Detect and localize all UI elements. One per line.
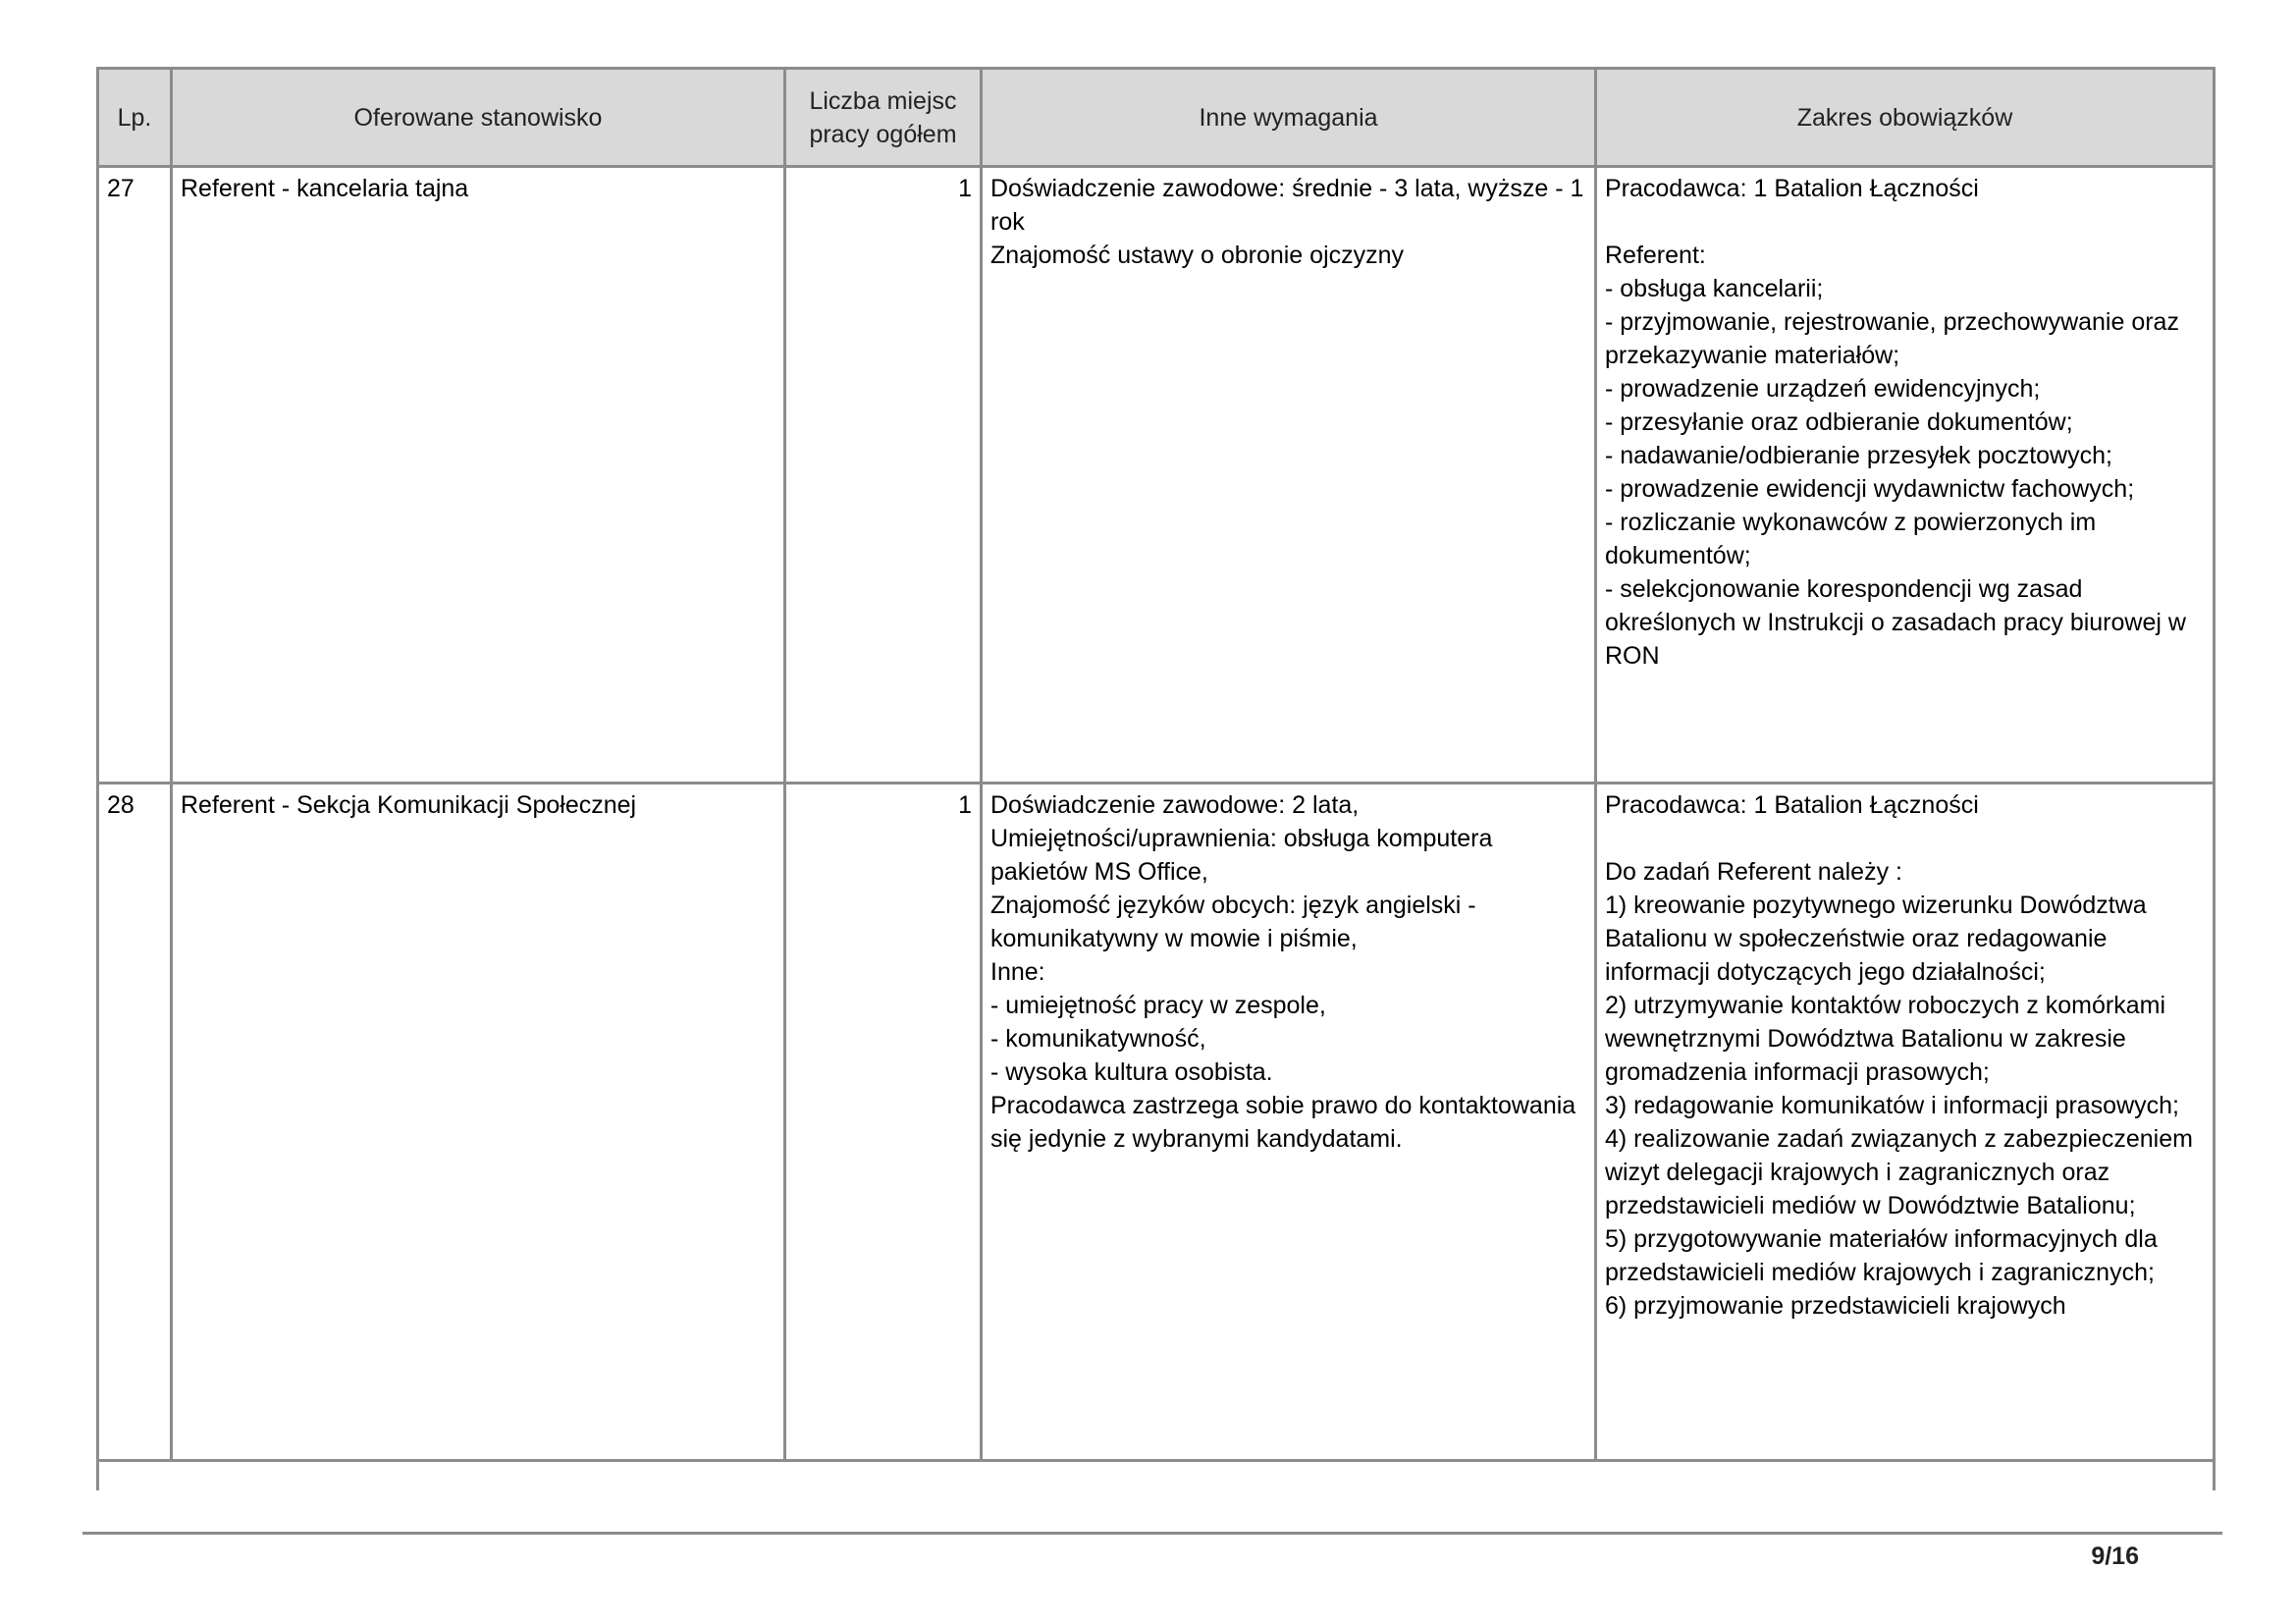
header-position: Oferowane stanowisko [172, 69, 785, 167]
table-row-continuation [98, 1461, 2215, 1490]
cell-requirements: Doświadczenie zawodowe: średnie - 3 lata, wyższe - 1 rok Znajomość ustawy o obronie ojczyzny [982, 167, 1596, 784]
header-requirements: Inne wymagania [982, 69, 1596, 167]
header-row [98, 69, 2215, 167]
cell-lp: 28 [98, 784, 172, 1461]
cell-position: Referent - kancelaria tajna [172, 167, 785, 784]
table-row [98, 784, 2215, 1461]
cell-duties: Pracodawca: 1 Batalion Łączności Do zadań Referent należy : 1) kreowanie pozytywnego wizerunku Dowództwa Batalionu w społeczeństwie oraz redagowanie informacji dotyczących jego działalności; 2) utrzymywanie kontaktów roboczych z komórkami wewnętrznymi Dowództwa Batalionu w zakresie gromadzenia informacji prasowych; 3) redagowanie komunikatów i informacji prasowych; 4) realizowanie zadań związanych z zabezpieczeniem wizyt delegacji krajowych i zagranicznych oraz przedstawicieli mediów w Dowództwie Batalionu; 5) przygotowywanie materiałów informacyjnych dla przedstawicieli mediów krajowych i zagranicznych; 6) przyjmowanie przedstawicieli krajowych [1596, 784, 2215, 1461]
cell-position: Referent - Sekcja Komunikacji Społecznej [172, 784, 785, 1461]
cell-lp: 27 [98, 167, 172, 784]
job-offers-table [96, 67, 2216, 1490]
header-duties: Zakres obowiązków [1596, 69, 2215, 167]
cell-count: 1 [785, 784, 982, 1461]
table-row [98, 167, 2215, 784]
cell-count: 1 [785, 167, 982, 784]
page-number: 9/16 [2091, 1542, 2139, 1570]
continuation-cell [98, 1461, 2215, 1490]
table-header [98, 69, 2215, 167]
header-count: Liczba miejsc pracy ogółem [785, 69, 982, 167]
cell-requirements: Doświadczenie zawodowe: 2 lata, Umiejętności/uprawnienia: obsługa komputera pakietów MS Office, Znajomość języków obcych: język angielski - komunikatywny w mowie i piśmie, Inne: - umiejętność pracy w zespole, - komunikatywność, - wysoka kultura osobista. Pracodawca zastrzega sobie prawo do kontaktowania się jedynie z wybranymi kandydatami. [982, 784, 1596, 1461]
cell-duties: Pracodawca: 1 Batalion Łączności Referent: - obsługa kancelarii; - przyjmowanie, rejestrowanie, przechowywanie oraz przekazywanie materiałów; - prowadzenie urządzeń ewidencyjnych; - przesyłanie oraz odbieranie dokumentów; - nadawanie/odbieranie przesyłek pocztowych; - prowadzenie ewidencji wydawnictw fachowych; - rozliczanie wykonawców z powierzonych im dokumentów; - selekcjonowanie korespondencji wg zasad określonych w Instrukcji o zasadach pracy biurowej w RON [1596, 167, 2215, 784]
footer-divider [82, 1532, 2222, 1535]
header-lp: Lp. [98, 69, 172, 167]
